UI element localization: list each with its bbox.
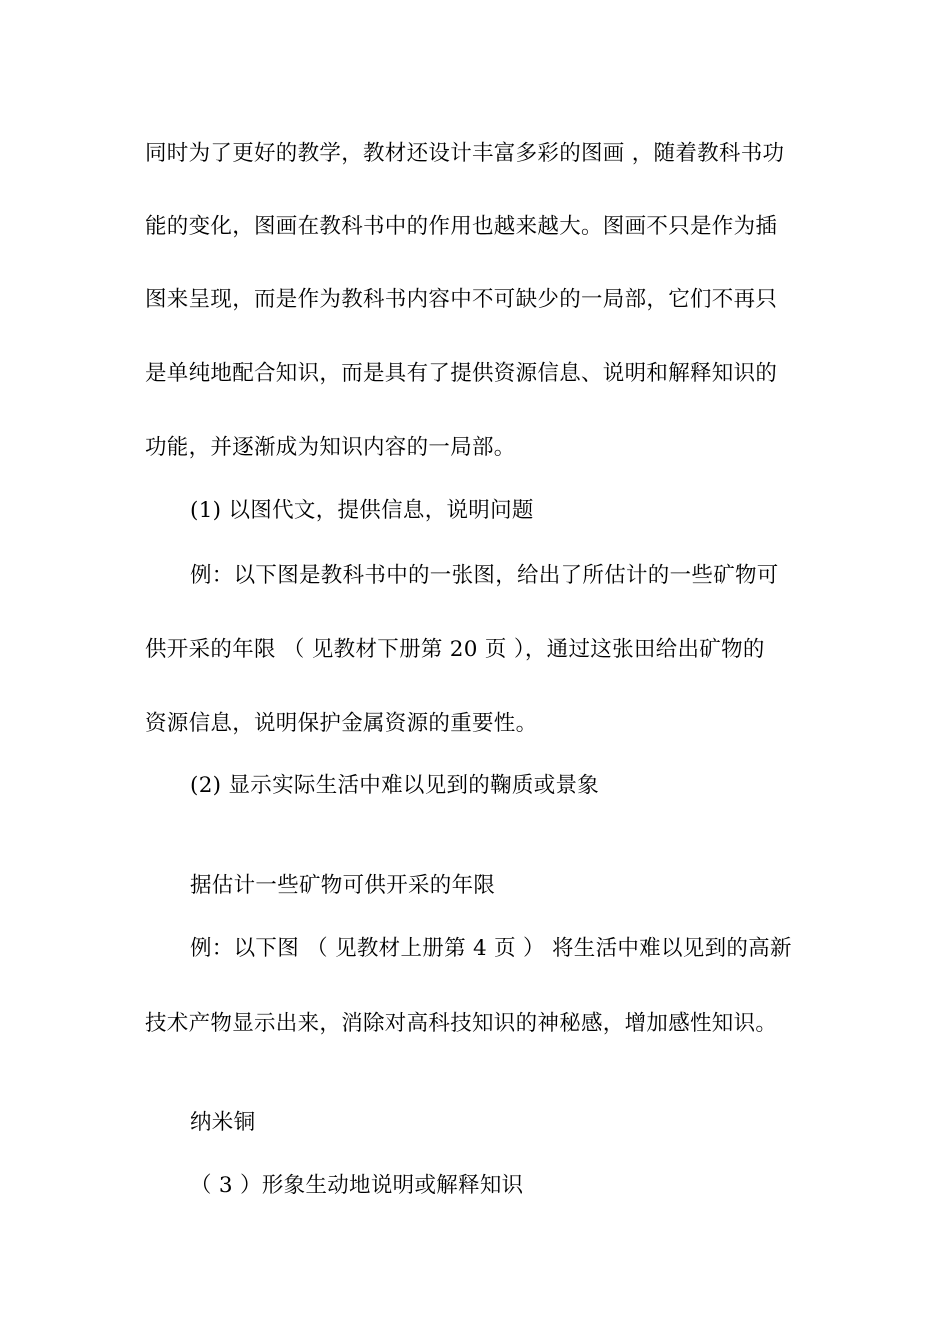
figure-caption: 据估计一些矿物可供开采的年限 xyxy=(190,873,496,898)
paragraph-line: 能的变化，图画在教科书中的作用也越来越大。图画不只是作为插 xyxy=(145,214,778,239)
figure-caption: 纳米铜 xyxy=(190,1110,256,1135)
paragraph-line: 功能，并逐渐成为知识内容的一局部。 xyxy=(145,435,516,460)
paragraph-line: 资源信息，说明保护金属资源的重要性。 xyxy=(145,711,538,736)
paragraph-line: 图来呈现，而是作为教科书内容中不可缺少的一局部，它们不再只 xyxy=(145,287,778,312)
paragraph-line: 技术产物显示出来，消除对高科技知识的神秘感，增加感性知识。 xyxy=(145,1011,778,1036)
section-heading: (2) 显示实际生活中难以见到的鞠质或景象 xyxy=(190,773,600,798)
section-heading: (1) 以图代文，提供信息，说明问题 xyxy=(190,498,534,523)
paragraph-line: 是单纯地配合知识，而是具有了提供资源信息、说明和解释知识的 xyxy=(145,361,778,386)
paragraph-line: 例：以下图 （ 见教材上册第 4 页 ） 将生活中难以见到的高新 xyxy=(190,936,792,961)
paragraph-line: 供开采的年限 （ 见教材下册第 20 页 ），通过这张田给出矿物的 xyxy=(145,637,765,662)
paragraph-line: 例：以下图是教科书中的一张图，给出了所估计的一些矿物可 xyxy=(190,563,779,588)
paragraph-line: 同时为了更好的教学，教材还设计丰富多彩的图画 ，随着教科书功 xyxy=(145,141,785,166)
section-heading: （ 3 ）形象生动地说明或解释知识 xyxy=(190,1173,524,1198)
